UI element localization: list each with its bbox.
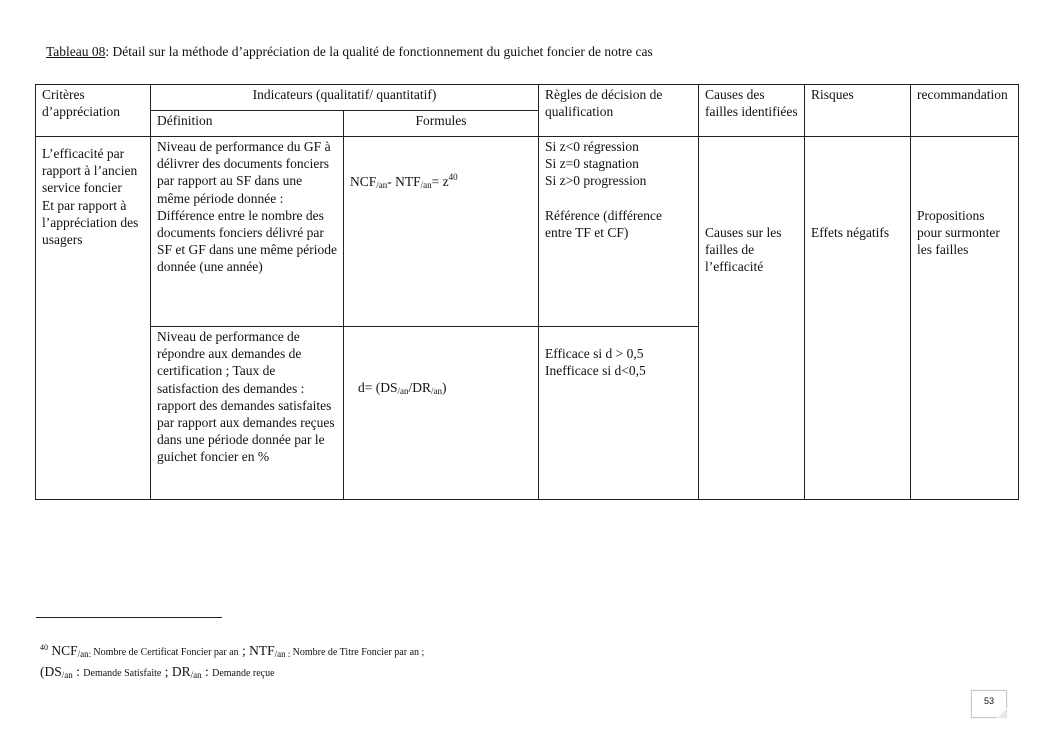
definition-row1-part2: Différence entre le nombre des documents fonciers délivré par SF et GF dans une même période donnée (une année)	[157, 207, 337, 275]
caption-label: Tableau 08	[46, 44, 106, 59]
formula-row2: $d= (DS_{/an}/DR_{/an})$	[344, 327, 539, 500]
header-recommandation: recommandation	[911, 85, 1019, 137]
footnote-separator	[36, 617, 222, 618]
header-definition: Définition	[151, 111, 344, 137]
header-causes: Causes des failles identifiées	[699, 85, 805, 137]
causes-cell: Causes sur les failles de l’efficacité	[699, 137, 805, 500]
page-number: 53	[971, 690, 1007, 718]
header-criteres: Critères d’appréciation	[36, 85, 151, 137]
definition-row1-part1: Niveau de performance du GF à délivrer des documents fonciers par rapport au SF dans une même période donnée :	[157, 139, 331, 206]
header-risques: Risques	[805, 85, 911, 137]
criteres-line-1: L’efficacité par rapport à l’ancien service foncier	[42, 146, 138, 196]
footnote-ds-dr: ($DS_{/an}$ : Demande Satisfaite ; $DR_{/an}$ : Demande reçue	[40, 664, 275, 680]
header-indicateurs: Indicateurs (qualitatif/ quantitatif)	[151, 85, 539, 111]
caption-text: : Détail sur la méthode d’appréciation de la qualité de fonctionnement du guichet foncier de notre cas	[105, 44, 653, 59]
recommandation-cell: Propositions pour surmonter les failles	[911, 137, 1019, 500]
footnote-40: $^{40}$ $NCF_{/an:}$ Nombre de Certificat Foncier par an ; $NTF_{/an :}$ Nombre de Titre Foncier par an ;	[40, 643, 425, 659]
page-curl-icon	[997, 708, 1007, 718]
criteres-cell	[36, 137, 151, 500]
criteres-line-2: Et par rapport à l’appréciation des usagers	[42, 197, 139, 248]
definition-row2: Niveau de performance de répondre aux demandes de certification ; Taux de satisfaction des demandes : rapport des demandes satisfaites par rapport aux demandes reçues dans une période donnée par le guichet foncier en %	[151, 327, 344, 500]
definition-row1	[151, 137, 344, 327]
appreciation-table	[35, 84, 1019, 500]
footnote-ref-40: 40	[448, 172, 458, 182]
formula-row1: $NCF_{/an}-$ $NTF_{/an}= z^{40}$	[344, 137, 539, 327]
regles-row2: Efficace si d > 0,5 Inefficace si d<0,5	[539, 327, 699, 500]
header-formules: Formules	[344, 111, 539, 137]
header-regles: Règles de décision de qualification	[539, 85, 699, 137]
regles-row1: Si z<0 régression Si z=0 stagnation Si z>0 progression Référence (différence entre TF et CF)	[539, 137, 699, 327]
risques-cell: Effets négatifs	[805, 137, 911, 500]
table-caption	[46, 44, 653, 60]
